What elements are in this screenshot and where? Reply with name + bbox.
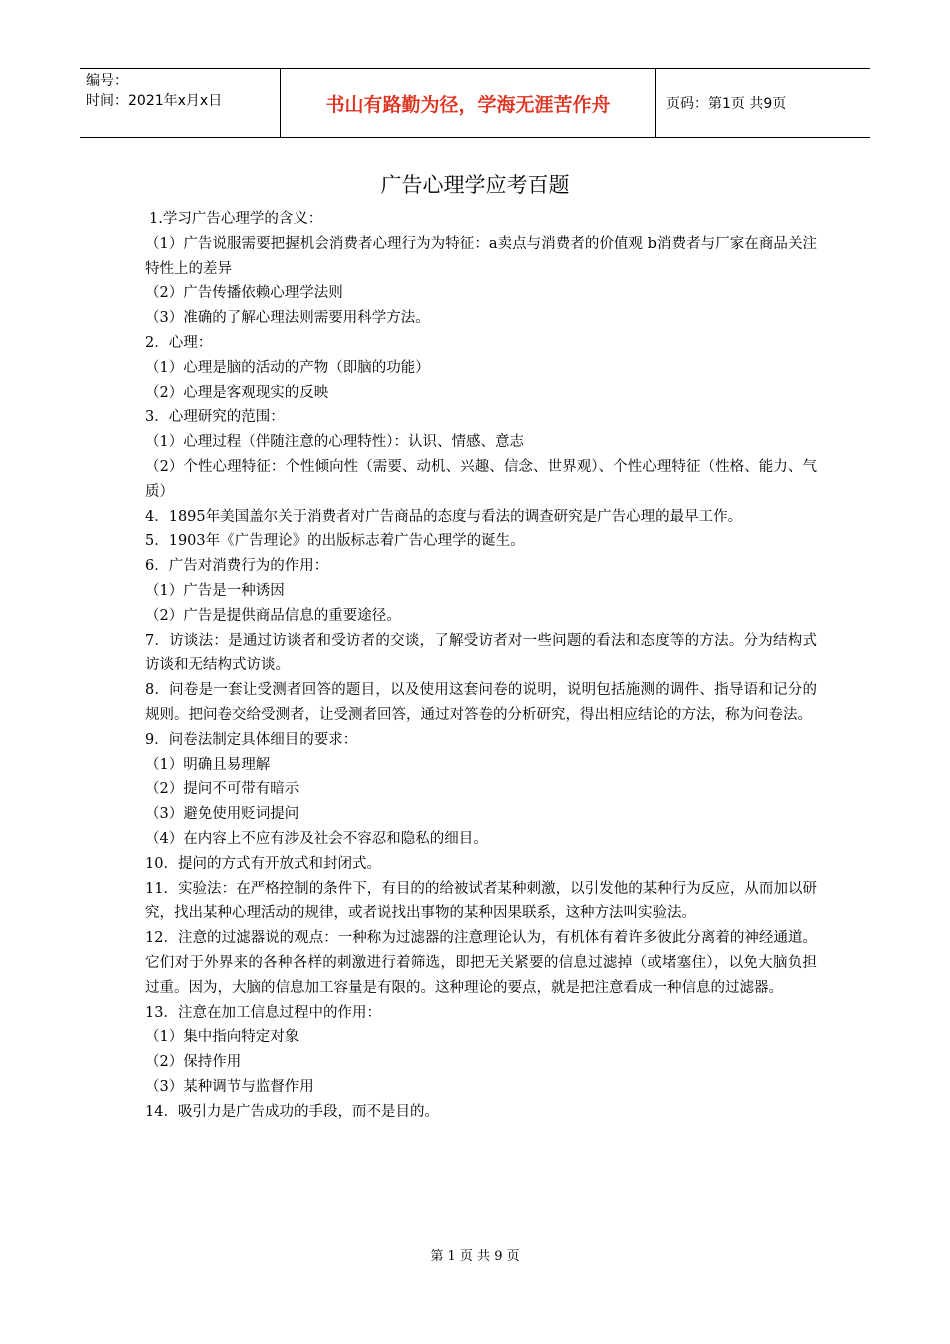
number-label: 编号： [86, 73, 128, 89]
header-meta [80, 69, 280, 137]
paragraph: （1）集中指向特定对象 [145, 1029, 300, 1046]
paragraph: （2）提问不可带有暗示 [145, 781, 300, 798]
page-title: 广告心理学应考百题 [380, 173, 570, 197]
paragraph: 5．1903年《广告理论》的出版标志着广告心理学的诞生。 [145, 533, 525, 550]
paragraph: 3．心理研究的范围： [145, 409, 285, 426]
paragraph: 14．吸引力是广告成功的手段，而不是目的。 [145, 1103, 439, 1120]
paragraph: 1.学习广告心理学的含义： [149, 211, 323, 227]
paragraph: 9．问卷法制定具体细目的要求： [145, 731, 358, 748]
paragraph: （1）广告说服需要把握机会消费者心理行为为特征：a卖点与消费者的价值观 b消费者与厂家在商品关注特性上的差异 [145, 235, 817, 277]
paragraph: 8．问卷是一套让受测者回答的题目，以及使用这套问卷的说明，说明包括施测的调件、指导语和记分的规则。把问卷交给受测者，让受测者回答，通过对答卷的分析研究，得出相应结论的方法，称为问卷法。 [145, 682, 817, 723]
page-footer: 第 1 页 共 9 页 [430, 1249, 520, 1264]
document-header [80, 68, 870, 138]
paragraph: 2．心理： [145, 334, 213, 351]
paragraph: （2）个性心理特征：个性倾向性（需要、动机、兴趣、信念、世界观）、个性心理特征（性格、能力、气质） [145, 458, 817, 500]
paragraph: 4．1895年美国盖尔关于消费者对广告商品的态度与看法的调查研究是广告心理的最早工作。 [145, 508, 743, 525]
paragraph: 11．实验法：在严格控制的条件下，有目的的给被试者某种刺激，以引发他的某种行为反应，从而加以研究，找出某种心理活动的规律，或者说找出事物的某种因果联系，这种方法叫实验法。 [145, 880, 817, 922]
paragraph: （2）广告是提供商品信息的重要途径。 [145, 607, 401, 624]
paragraph: （4）在内容上不应有涉及社会不容忍和隐私的细目。 [145, 830, 488, 847]
paragraph: （2）保持作用 [145, 1054, 242, 1071]
paragraph: （3）某种调节与监督作用 [145, 1078, 314, 1095]
page-info: 页码：第1页 共9页 [666, 96, 787, 112]
paragraph: （3）避免使用贬词提问 [145, 806, 300, 823]
motto: 书山有路勤为径，学海无涯苦作舟 [280, 69, 656, 137]
paragraph: （2）广告传播依赖心理学法则 [145, 285, 343, 302]
paragraph: 12．注意的过滤器说的观点：一种称为过滤器的注意理论认为，有机体有着许多彼此分离着的神经通道。它们对于外界来的各种各样的刺激进行着筛选，即把无关紧要的信息过滤掉（或堵塞住），以免大脑负担过重。因为，大脑的信息加工容量是有限的。这种理论的要点，就是把注意看成一种信息的过滤器。 [145, 930, 817, 996]
paragraph: 13．注意在加工信息过程中的作用： [145, 1004, 381, 1021]
paragraph: （1）明确且易理解 [145, 756, 271, 773]
paragraph: （3）准确的了解心理法则需要用科学方法。 [145, 310, 430, 327]
paragraph: （2）心理是客观现实的反映 [145, 384, 329, 401]
paragraph: 7．访谈法：是通过访谈者和受访者的交谈，了解受访者对一些问题的看法和态度等的方法。分为结构式访谈和无结构式访谈。 [145, 632, 817, 674]
paragraph: （1）心理是脑的活动的产物（即脑的功能） [145, 359, 430, 376]
document-body [145, 207, 817, 1124]
time-label: 时间：2021年x月x日 [86, 93, 223, 109]
paragraph: 6．广告对消费行为的作用： [145, 558, 329, 575]
paragraph: （1）广告是一种诱因 [145, 582, 285, 599]
paragraph: （1）心理过程（伴随注意的心理特性）：认识、情感、意志 [145, 434, 524, 451]
paragraph: 10．提问的方式有开放式和封闭式。 [145, 855, 381, 872]
